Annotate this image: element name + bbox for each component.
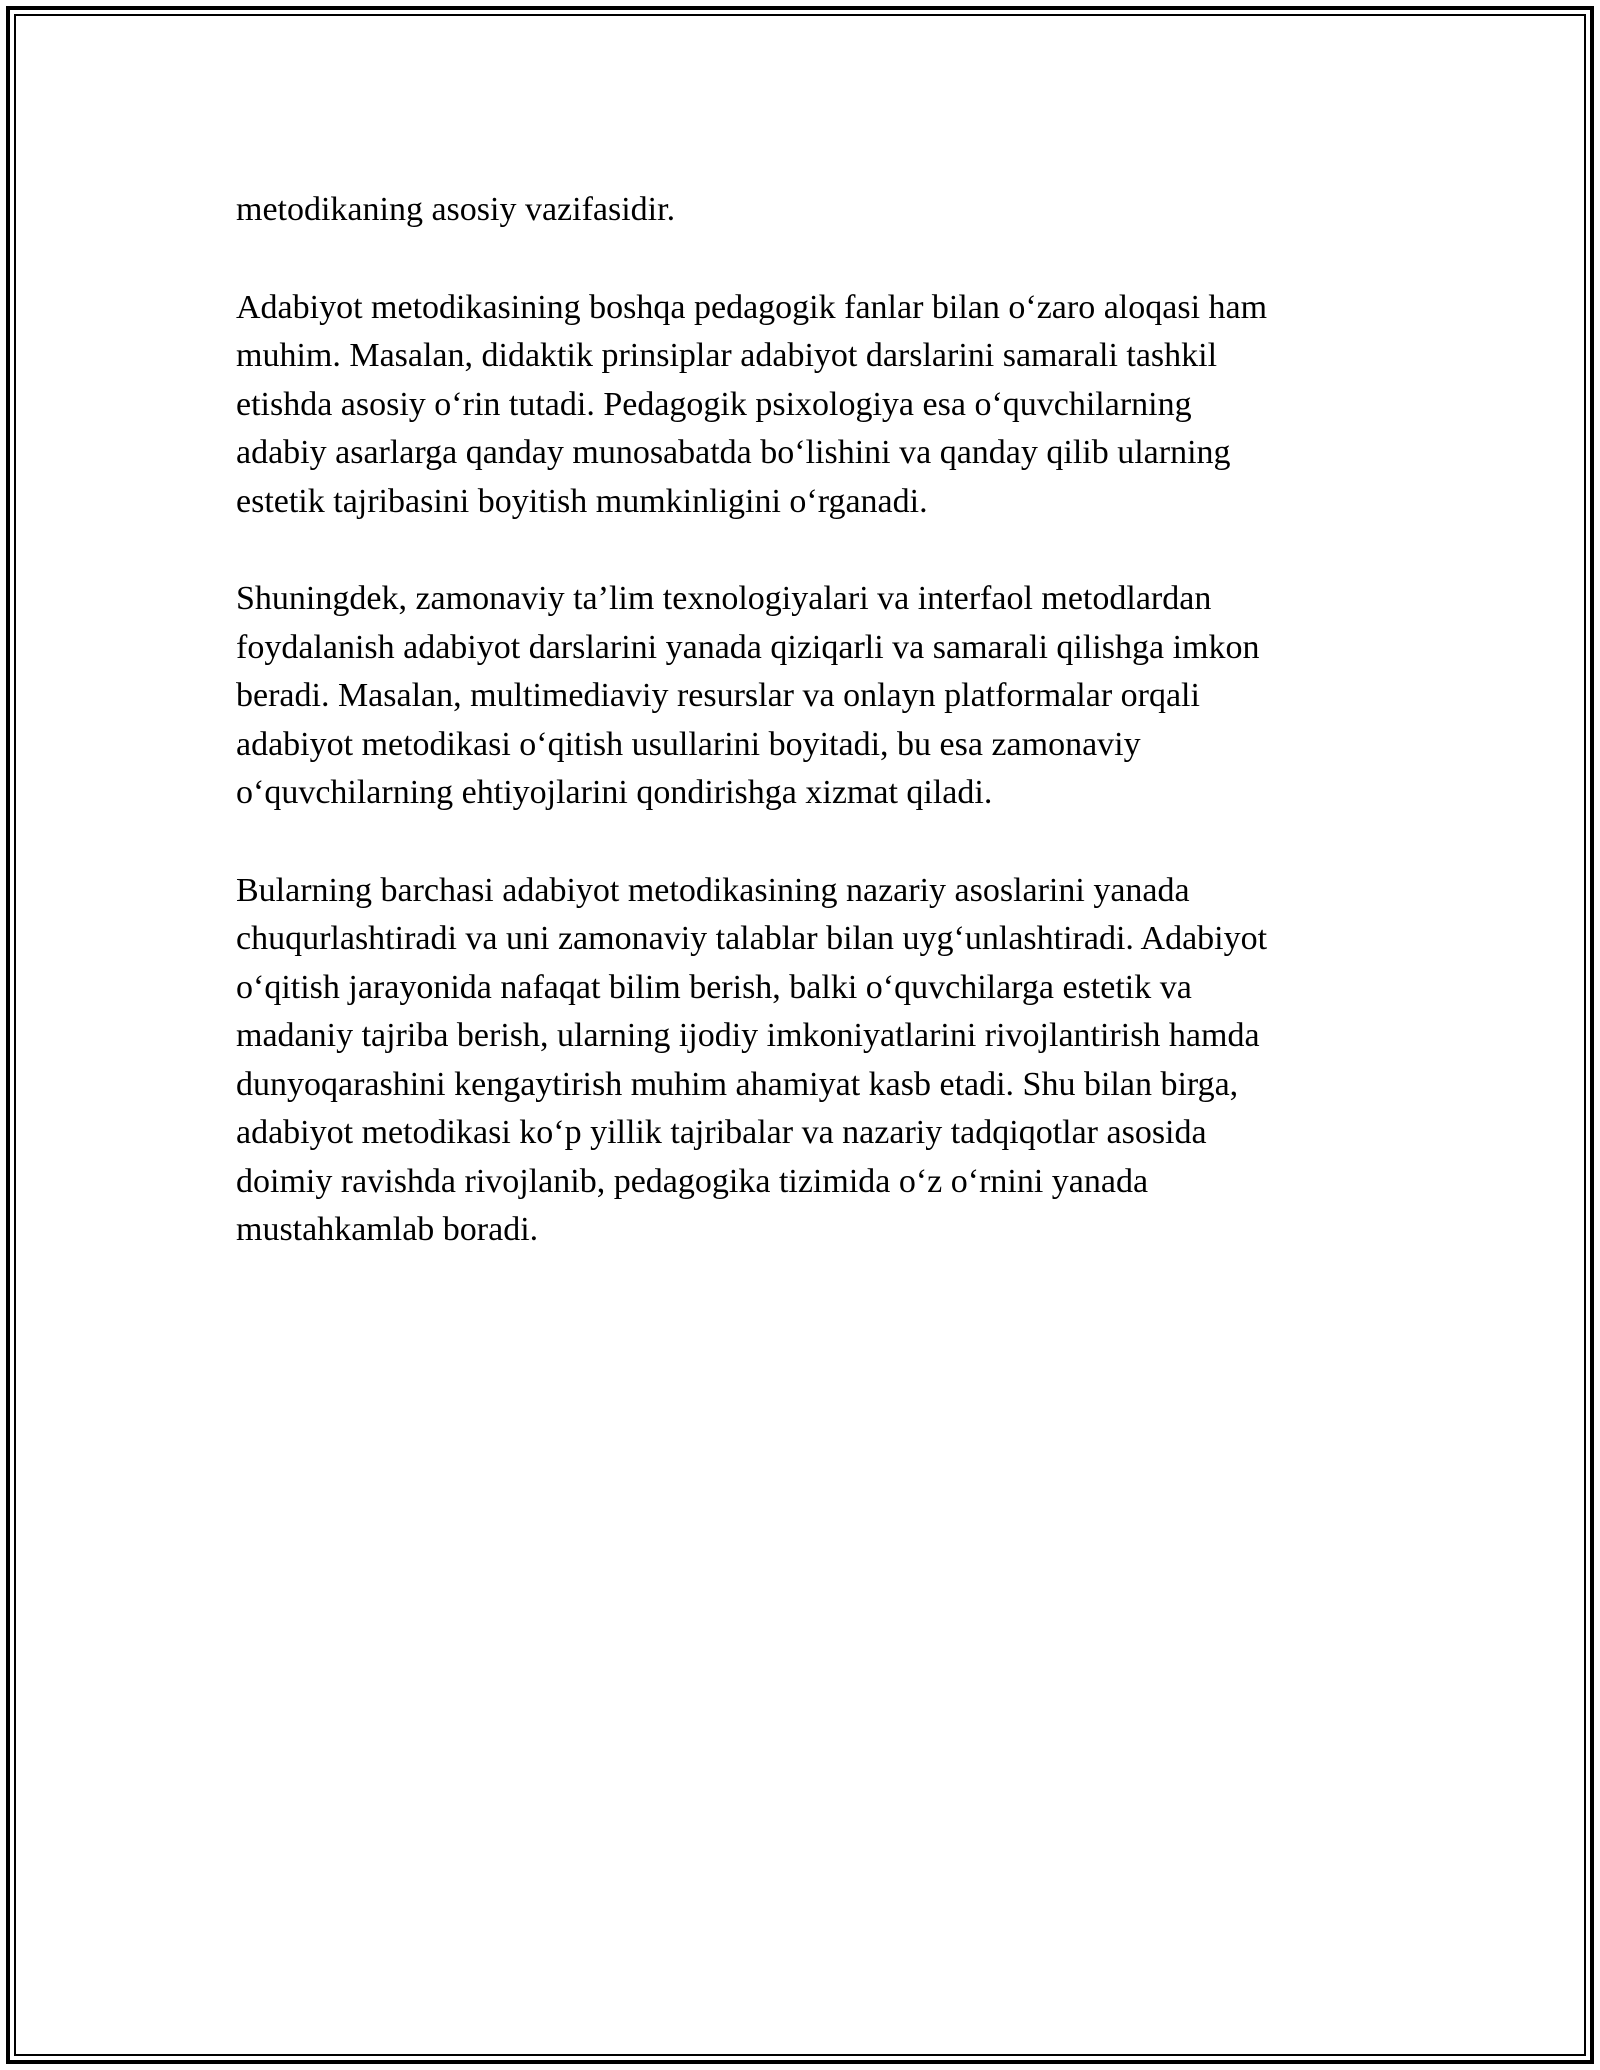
text-line: metodikaning asosiy vazifasidir. (236, 191, 676, 228)
text-line: Adabiyot metodikasining boshqa pedagogik fanlar bilan o‘zaro aloqasi ham (236, 288, 1268, 326)
text-line: adabiy asarlarga qanday munosabatda bo‘lishini va qanday qilib ularning (236, 434, 1231, 471)
text-line: adabiyot metodikasi o‘qitish usullarini boyitadi, bu esa zamonaviy (236, 725, 1141, 763)
text-line: beradi. Masalan, multimediaviy resurslar va onlayn platformalar orqali (236, 677, 1200, 714)
text-line: estetik tajribasini boyitish mumkinligini o‘rganadi. (236, 482, 928, 520)
text-line: madaniy tajriba berish, ularning ijodiy imkoniyatlarini rivojlantirish hamda (236, 1017, 1260, 1054)
document-body (236, 186, 1366, 1304)
text-line: Bularning barchasi adabiyot metodikasining nazariy asoslarini yanada (236, 871, 1190, 909)
paragraph-2 (236, 284, 1366, 527)
text-line: etishda asosiy o‘rin tutadi. Pedagogik psixologiya esa o‘quvchilarning (236, 385, 1192, 423)
text-line: chuqurlashtiradi va uni zamonaviy talablar bilan uyg‘unlashtiradi. Adabiyot (236, 920, 1268, 957)
text-line: o‘qitish jarayonida nafaqat bilim berish, balki o‘quvchilarga estetik va (236, 968, 1192, 1006)
text-line: doimiy ravishda rivojlanib, pedagogika tizimida o‘z o‘rnini yanada (236, 1162, 1149, 1200)
text-line: Shuningdek, zamonaviy ta’lim texnologiyalari va interfaol metodlardan (236, 580, 1212, 617)
text-line: muhim. Masalan, didaktik prinsiplar adabiyot darslarini samarali tashkil (236, 337, 1218, 374)
text-line: dunyoqarashini kengaytirish muhim ahamiyat kasb etadi. Shu bilan birga, (236, 1065, 1239, 1103)
text-line: o‘quvchilarning ehtiyojlarini qondirishga xizmat qiladi. (236, 774, 993, 811)
text-line: foydalanish adabiyot darslarini yanada qiziqarli va samarali qilishga imkon (236, 628, 1260, 666)
paragraph-1 (236, 186, 1366, 235)
paragraph-3 (236, 575, 1366, 818)
text-line: adabiyot metodikasi ko‘p yillik tajribalar va nazariy tadqiqotlar asosida (236, 1114, 1207, 1151)
paragraph-4 (236, 867, 1366, 1255)
text-line: mustahkamlab boradi. (236, 1211, 539, 1248)
